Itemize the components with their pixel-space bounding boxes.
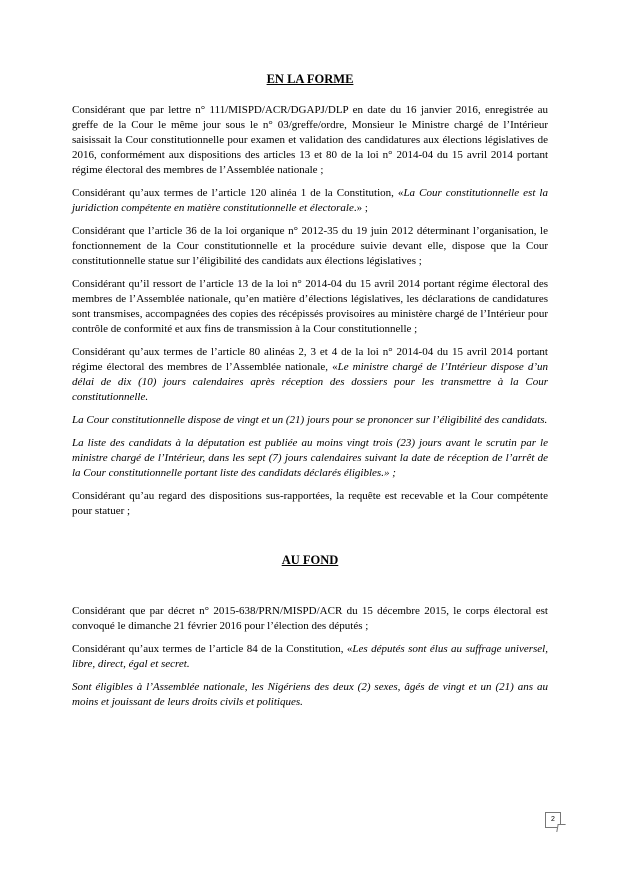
text-plain: Considérant qu’aux termes de l’article 80 alinéas 2, 3 et 4 de la loi n° 2014-04 du 15 avril 2014 portant régime électoral des membres de l’Assemblée nationale, « (72, 346, 548, 373)
paragraph-forme-8: Considérant qu’au regard des dispositions sus-rapportées, la requête est recevable et la Cour compétente pour statuer ; (72, 490, 548, 517)
text-quote: La Cour constitutionnelle est la juridiction compétente en matière constitutionnelle et électorale (72, 187, 548, 214)
paragraph-fond-3: Sont éligibles à l’Assemblée nationale, les Nigériens des deux (2) sexes, âgés de vingt et un (21) ans au moins et jouissant de leurs droits civils et politiques. (72, 681, 548, 708)
text-plain: Considérant qu’aux termes de l’article 84 de la Constitution, « (72, 643, 353, 655)
paragraph-forme-2 (72, 186, 548, 216)
paragraph-forme-7: La liste des candidats à la députation est publiée au moins vingt trois (23) jours avant le scrutin par le ministre chargé de l’Intérieur, dans les sept (7) jours calendaires suivant la date de réception de l’arrêt de la Cour constitutionnelle portant liste des candidats déclarés éligibles.» ; (72, 437, 548, 479)
paragraph-forme-6: La Cour constitutionnelle dispose de vingt et un (21) jours pour se prononcer sur l’éligibilité des candidats. (72, 414, 548, 426)
paragraph-forme-4: Considérant qu’il ressort de l’article 13 de la loi n° 2014-04 du 15 avril 2014 portant régime électoral des membres de l’Assemblée nationale, qu’en matière d’élections législatives, les déclarations de candidatures sont transmises, accompagnées des copies des récépissés provisoires au ministère chargé de l’Intérieur pour contrôle de conformité et aux fins de transmission à la Cour constitutionnelle ; (72, 278, 548, 335)
paragraph-fond-2 (72, 642, 548, 672)
paragraph-fond-1: Considérant que par décret n° 2015-638/PRN/MISPD/ACR du 15 décembre 2015, le corps électoral est convoqué le dimanche 21 février 2016 pour l’élection des députés ; (72, 605, 548, 632)
document-page (72, 72, 548, 718)
text-quote: Le ministre chargé de l’Intérieur dispose d’un délai de dix (10) jours calendaires après réception des dossiers pour les transmettre à la Cour constitutionnelle. (72, 361, 548, 403)
paragraph-forme-5 (72, 345, 548, 405)
paragraph-forme-1: Considérant que par lettre n° 111/MISPD/ACR/DGAPJ/DLP en date du 16 janvier 2016, enregistrée au greffe de la Cour le même jour sous le n° 03/greffe/ordre, Monsieur le Ministre chargé de l’Intérieur saisissait la Cour constitutionnelle pour examen et validation des candidatures aux élections législatives de 2016, conformément aux dispositions des articles 13 et 80 de la loi n° 2014-04 du 15 avril 2014 portant régime électoral des membres de l’Assemblée nationale ; (72, 104, 548, 176)
page-number-badge: 2 (545, 812, 561, 828)
text-plain-end: .» ; (353, 202, 368, 214)
paragraph-forme-3: Considérant que l’article 36 de la loi organique n° 2012-35 du 19 juin 2012 déterminant l’organisation, le fonctionnement de la Cour constitutionnelle et la procédure suivie devant elle, dispose que la Cour constitutionnelle statue sur l’éligibilité des candidats aux élections législatives ; (72, 225, 548, 267)
section-title-forme: EN LA FORME (266, 72, 354, 86)
text-plain: Considérant qu’aux termes de l’article 120 alinéa 1 de la Constitution, « (72, 187, 404, 199)
section-title-fond: AU FOND (281, 553, 339, 567)
text-quote: Les députés sont élus au suffrage universel, libre, direct, égal et secret. (72, 643, 548, 670)
